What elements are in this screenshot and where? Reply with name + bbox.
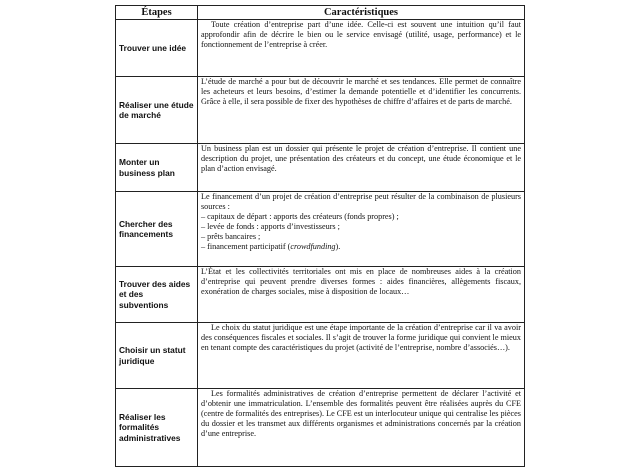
description-text: Le choix du statut juridique est une étape importante de la création d’entreprise car il va avoir des conséquences fiscales et sociales. Il s’agit de trouver la forme juridique qui convient le mieux en tenant compte des caractéristiques du projet (activité de l’entreprise, nombre d’associés…). [201, 323, 521, 352]
creation-steps-table [115, 5, 525, 467]
header-steps: Étapes [116, 6, 198, 20]
description-text: L’État et les collectivités territoriales ont mis en place de nombreuses aides à la création d’entreprise qui peuvent prendre diverses formes : aides financières, allègements fiscaux, exonération de charges sociales, mise à disposition de locaux… [201, 267, 521, 296]
list-item: – capitaux de départ : apports des créateurs (fonds propres) ; [201, 211, 399, 221]
description-cell [198, 77, 525, 144]
table-row [116, 323, 525, 389]
list-item-italic: crowdfunding [290, 241, 336, 251]
description-text: L’étude de marché a pour but de découvrir le marché et ses tendances. Elle permet de connaître les acheteurs et leurs besoins, d’estimer la demande potentielle et d’identifier les concurrents. Grâce à elle, il sera possible de fixer des hypothèses de chiffre d’affaires et de parts de marché. [201, 77, 521, 106]
step-cell: Trouver des aides et des subventions [116, 267, 198, 323]
description-cell [198, 20, 525, 77]
step-cell: Chercher des financements [116, 192, 198, 267]
step-cell: Monter un business plan [116, 144, 198, 192]
description-text: Un business plan est un dossier qui présente le projet de création d’entreprise. Il contient une description du projet, une présentation des créateurs et du concept, une étude économique et le plan d’action envisagé. [201, 144, 521, 173]
step-cell: Réaliser une étude de marché [116, 77, 198, 144]
table-row [116, 144, 525, 192]
description-text: Les formalités administratives de création d’entreprise permettent de déclarer l’activité et d’obtenir une immatriculation. L’ensemble des formalités peuvent être réalisées auprès du CFE (centre de formalités des entreprises). Le CFE est un interlocuteur unique qui centralise les pièces du dossier et les transmet aux différents organismes et administrations concernés par la création d’une entreprise. [201, 389, 521, 438]
list-item-suffix: ). [335, 241, 341, 251]
step-cell: Trouver une idée [116, 20, 198, 77]
description-cell [198, 389, 525, 467]
description-cell [198, 267, 525, 323]
description-intro: Le financement d’un projet de création d’entreprise peut résulter de la combinaison de plusieurs sources : [201, 192, 521, 211]
description-cell [198, 144, 525, 192]
table-row [116, 267, 525, 323]
list-item [201, 242, 521, 252]
description-cell [198, 323, 525, 389]
list-item-prefix: – financement participatif ( [201, 241, 291, 251]
table-row [116, 389, 525, 467]
step-cell: Choisir un statut juridique [116, 323, 198, 389]
table-header-row [116, 6, 525, 20]
step-cell: Réaliser les formalités administratives [116, 389, 198, 467]
header-features: Caractéristiques [198, 6, 525, 20]
table-row [116, 192, 525, 267]
description-cell [198, 192, 525, 267]
table-row [116, 77, 525, 144]
description-text: Toute création d’entreprise part d’une idée. Celle-ci est souvent une intuition qu’il faut approfondir afin de décrire le bien ou le service envisagé (utilité, usage, performance) et le fonctionnement de l’entreprise à créer. [201, 20, 521, 49]
list-item: – prêts bancaires ; [201, 231, 261, 241]
list-item: – levée de fonds : apports d’investisseurs ; [201, 221, 340, 231]
table-row [116, 20, 525, 77]
